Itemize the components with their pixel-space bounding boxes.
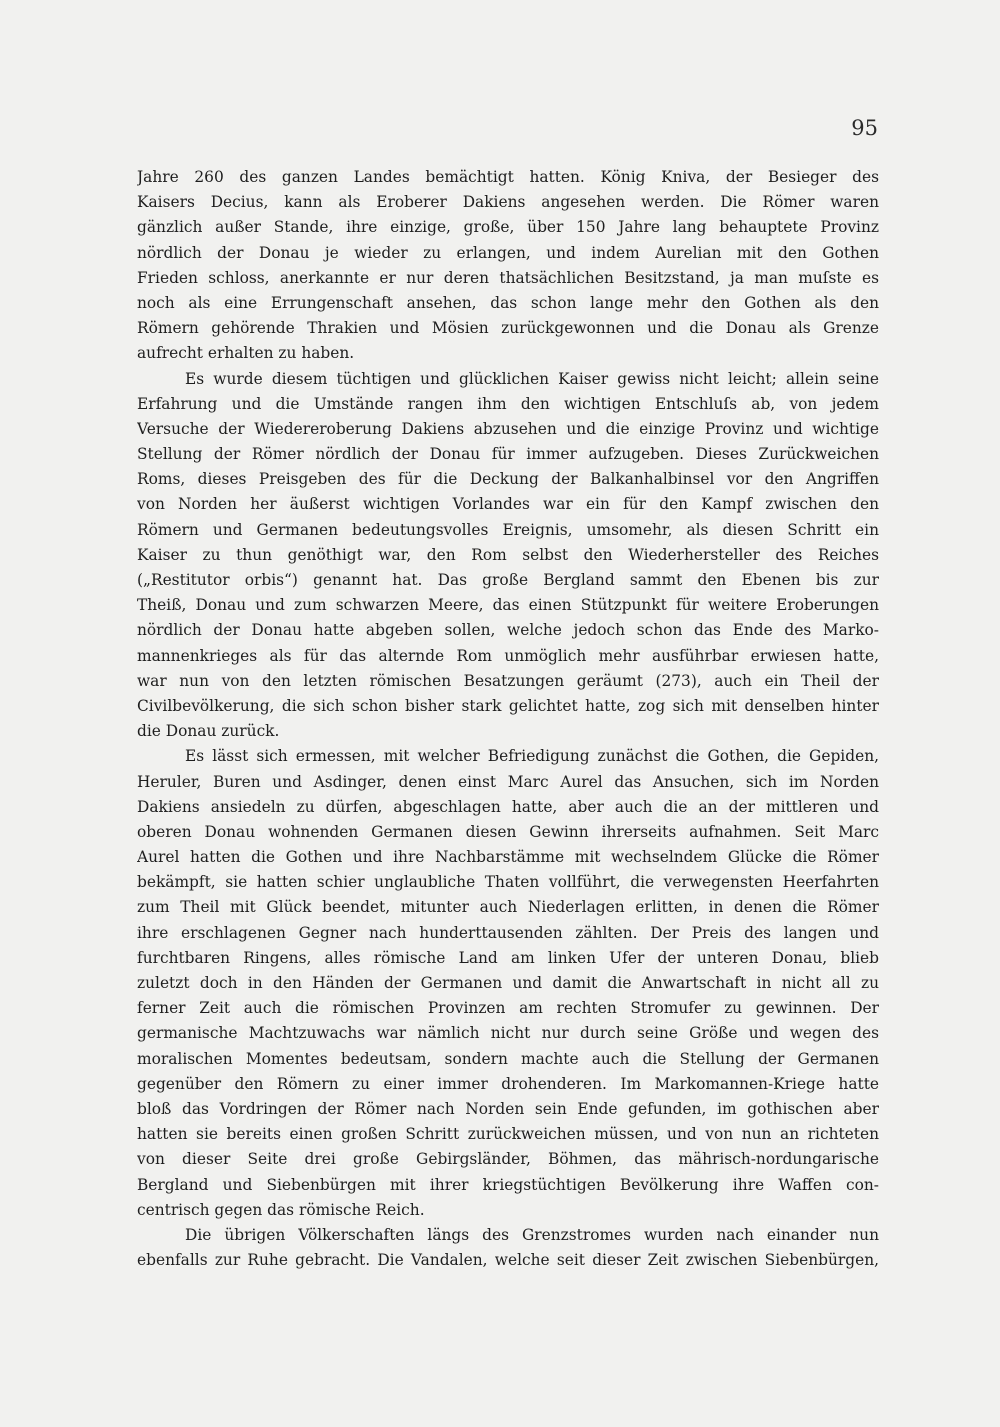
text-line: bloß das Vordringen der Römer nach Norden sein Ende gefunden, im gothischen aber (137, 1099, 879, 1118)
text-line: Versuche der Wiedereroberung Dakiens abzusehen und die einzige Provinz und wichtige (137, 419, 879, 438)
text-line: die Donau zurück. (137, 722, 280, 741)
paragraph (137, 744, 879, 1223)
text-line: nördlich der Donau je wieder zu erlangen, und indem Aurelian mit den Gothen (137, 243, 879, 262)
text-line: Roms, dieses Preisgeben des für die Deckung der Balkanhalbinsel vor den Angriffen (137, 470, 879, 489)
text-line: Kaiser zu thun genöthigt war, den Rom selbst den Wiederhersteller des Reiches (137, 545, 879, 564)
text-line: von dieser Seite drei große Gebirgsländer, Böhmen, das mährisch-nordungarische (137, 1150, 879, 1169)
text-line: Es wurde diesem tüchtigen und glücklichen Kaiser gewiss nicht leicht; allein seine (185, 369, 879, 388)
text-line: centrisch gegen das römische Reich. (137, 1200, 425, 1219)
text-line: zuletzt doch in den Händen der Germanen und damit die Anwartschaft in nicht all zu (137, 974, 879, 992)
text-line: aufrecht erhalten zu haben. (137, 344, 355, 363)
paragraph (137, 367, 879, 745)
text-line: Die übrigen Völkerschaften längs des Grenzstromes wurden nach einander nun (185, 1225, 879, 1244)
paragraph (137, 1223, 879, 1273)
text-line: Kaisers Decius, kann als Eroberer Dakiens angesehen werden. Die Römer waren (137, 193, 879, 212)
text-line: furchtbaren Ringens, alles römische Land am linken Ufer der unteren Donau, blieb (137, 948, 879, 967)
text-line: Stellung der Römer nördlich der Donau für immer aufzugeben. Dieses Zurückweichen (137, 445, 879, 464)
text-line: Theiß, Donau und zum schwarzen Meere, das einen Stützpunkt für weitere Eroberungen (137, 596, 879, 615)
text-line: ebenfalls zur Ruhe gebracht. Die Vandalen, welche seit dieser Zeit zwischen Siebenbürgen, (137, 1251, 879, 1270)
text-line: Römern und Germanen bedeutungsvolles Ereignis, umsomehr, als diesen Schritt ein (137, 520, 879, 539)
text-line: Civilbevölkerung, die sich schon bisher stark gelichtet hatte, zog sich mit denselben hinter (137, 696, 879, 715)
text-line: moralischen Momentes bedeutsam, sondern machte auch die Stellung der Germanen (137, 1049, 879, 1068)
paragraph (137, 165, 879, 367)
text-line: Dakiens ansiedeln zu dürfen, abgeschlagen hatte, aber auch die an der mittleren und (137, 797, 879, 816)
text-line: gegenüber den Römern zu einer immer drohenderen. Im Markomannen-Kriege hatte (137, 1074, 879, 1093)
text-line: Frieden schloss, anerkannte er nur deren thatsächlichen Besitzstand, ja man muſste es (137, 268, 879, 287)
text-line: Römern gehörende Thrakien und Mösien zurückgewonnen und die Donau als Grenze (137, 319, 879, 338)
text-line: Heruler, Buren und Asdinger, denen einst Marc Aurel das Ansuchen, sich im Norden (137, 772, 879, 791)
text-line: („Restitutor orbis“) genannt hat. Das große Bergland sammt den Ebenen bis zur (137, 571, 879, 589)
text-line: Jahre 260 des ganzen Landes bemächtigt hatten. König Kniva, der Besieger des (137, 168, 879, 186)
text-line: ferner Zeit auch die römischen Provinzen am rechten Stromufer zu gewinnen. Der (137, 999, 879, 1018)
text-line: Aurel hatten die Gothen und ihre Nachbarstämme mit wechselndem Glücke die Römer (137, 848, 879, 867)
text-line: germanische Machtzuwachs war nämlich nicht nur durch seine Größe und wegen des (137, 1024, 879, 1043)
text-line: Erfahrung und die Umstände rangen ihm den wichtigen Entschluſs ab, von jedem (137, 394, 879, 413)
text-line: war nun von den letzten römischen Besatzungen geräumt (273), auch ein Theil der (137, 671, 879, 690)
text-line: gänzlich außer Stande, ihre einzige, große, über 150 Jahre lang behauptete Provinz (137, 218, 879, 237)
text-line: nördlich der Donau hatte abgeben sollen, welche jedoch schon das Ende des Marko- (137, 621, 879, 640)
text-line: oberen Donau wohnenden Germanen diesen Gewinn ihrerseits aufnahmen. Seit Marc (137, 822, 879, 841)
text-line: bekämpft, sie hatten schier unglaubliche Thaten vollführt, die verwegensten Heerfahrten (137, 873, 879, 892)
text-line: noch als eine Errungenschaft ansehen, das schon lange mehr den Gothen als den (137, 293, 879, 312)
text-line: zum Theil mit Glück beendet, mitunter auch Niederlagen erlitten, in denen die Römer (137, 898, 879, 917)
text-line: Bergland und Siebenbürgen mit ihrer kriegstüchtigen Bevölkerung ihre Waffen con- (137, 1175, 879, 1194)
text-line: Es lässt sich ermessen, mit welcher Befriedigung zunächst die Gothen, die Gepiden, (185, 747, 879, 766)
text-line: mannenkrieges als für das alternde Rom unmöglich mehr ausführbar erwiesen hatte, (137, 646, 879, 665)
text-line: ihre erschlagenen Gegner nach hunderttausenden zählten. Der Preis des langen und (137, 923, 879, 942)
text-line: hatten sie bereits einen großen Schritt zurückweichen müssen, und von nun an richteten (137, 1125, 879, 1144)
page-number: 95 (851, 116, 878, 140)
body-text (137, 165, 879, 1273)
text-line: von Norden her äußerst wichtigen Vorlandes war ein für den Kampf zwischen den (137, 495, 879, 514)
